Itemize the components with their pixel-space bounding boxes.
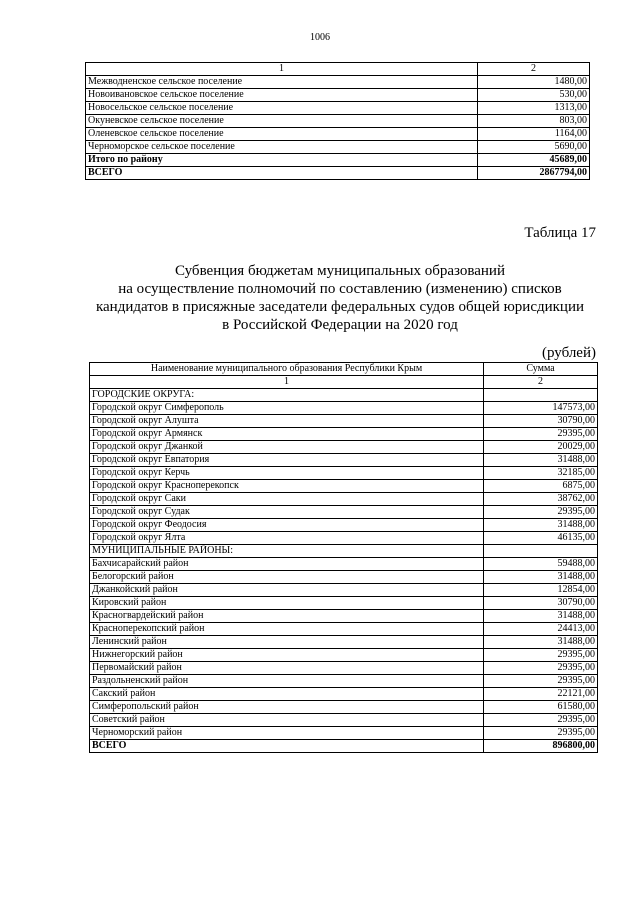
table-row: [90, 454, 598, 467]
title-line-2: на осуществление полномочий по составлению (изменению) списков: [118, 281, 562, 297]
table-row: [90, 545, 598, 558]
row-name-cell: МУНИЦИПАЛЬНЫЕ РАЙОНЫ:: [90, 545, 484, 558]
row-value-cell: 896800,00: [484, 740, 598, 753]
row-value-cell: 29395,00: [484, 714, 598, 727]
continued-table: [85, 62, 590, 180]
title-line-1: Субвенция бюджетам муниципальных образований: [175, 263, 505, 279]
table-row: [90, 688, 598, 701]
row-name-cell: Симферопольский район: [90, 701, 484, 714]
table-row: [90, 480, 598, 493]
table-row: [90, 428, 598, 441]
row-name-cell: Городской округ Армянск: [90, 428, 484, 441]
row-value-cell: 803,00: [478, 115, 590, 128]
row-value-cell: 29395,00: [484, 662, 598, 675]
row-name-cell: Городской округ Симферополь: [90, 402, 484, 415]
table-row: [90, 519, 598, 532]
table-row: [90, 402, 598, 415]
table-row: [86, 89, 590, 102]
row-name-cell: Кировский район: [90, 597, 484, 610]
table-row: [90, 727, 598, 740]
row-value-cell: 29395,00: [484, 727, 598, 740]
row-value-cell: 20029,00: [484, 441, 598, 454]
row-name-cell: Городской округ Красноперекопск: [90, 480, 484, 493]
table-row: [86, 154, 590, 167]
table-row: [90, 662, 598, 675]
table-row: [90, 584, 598, 597]
row-value-cell: 59488,00: [484, 558, 598, 571]
row-name-cell: Белогорский район: [90, 571, 484, 584]
row-value-cell: 22121,00: [484, 688, 598, 701]
row-name-cell: ВСЕГО: [90, 740, 484, 753]
column-number-1: 1: [86, 63, 478, 76]
column-number-2: 2: [484, 376, 598, 389]
row-name-cell: Сакский район: [90, 688, 484, 701]
row-name-cell: Оленевское сельское поселение: [86, 128, 478, 141]
row-value-cell: 38762,00: [484, 493, 598, 506]
row-value-cell: 29395,00: [484, 649, 598, 662]
row-name-cell: Бахчисарайский район: [90, 558, 484, 571]
row-value-cell: 45689,00: [478, 154, 590, 167]
row-value-cell: 5690,00: [478, 141, 590, 154]
table-title: [60, 262, 620, 334]
row-value-cell: [484, 389, 598, 402]
row-value-cell: 30790,00: [484, 597, 598, 610]
row-name-cell: Джанкойский район: [90, 584, 484, 597]
row-name-cell: Городской округ Керчь: [90, 467, 484, 480]
row-name-cell: Новосельское сельское поселение: [86, 102, 478, 115]
table-row: [90, 610, 598, 623]
table-label: Таблица 17: [524, 225, 596, 241]
row-value-cell: 29395,00: [484, 428, 598, 441]
row-value-cell: 31488,00: [484, 519, 598, 532]
table-row: [90, 493, 598, 506]
row-value-cell: 31488,00: [484, 571, 598, 584]
table-row: [90, 675, 598, 688]
table-row: [90, 636, 598, 649]
row-value-cell: [484, 545, 598, 558]
column-number-1: 1: [90, 376, 484, 389]
row-value-cell: 61580,00: [484, 701, 598, 714]
table-row: [86, 102, 590, 115]
table-row: [90, 532, 598, 545]
row-value-cell: 2867794,00: [478, 167, 590, 180]
table-row: [86, 76, 590, 89]
table-row: [90, 389, 598, 402]
row-value-cell: 31488,00: [484, 454, 598, 467]
table-row: [90, 441, 598, 454]
row-name-cell: Городской округ Феодосия: [90, 519, 484, 532]
table-row: [86, 128, 590, 141]
row-value-cell: 30790,00: [484, 415, 598, 428]
column-number-row: [90, 376, 598, 389]
row-value-cell: 29395,00: [484, 506, 598, 519]
row-value-cell: 530,00: [478, 89, 590, 102]
table-row: [90, 714, 598, 727]
row-name-cell: Межводненское сельское поселение: [86, 76, 478, 89]
row-value-cell: 147573,00: [484, 402, 598, 415]
row-name-cell: Окуневское сельское поселение: [86, 115, 478, 128]
row-name-cell: Красноперекопский район: [90, 623, 484, 636]
row-name-cell: Городской округ Саки: [90, 493, 484, 506]
column-header-name: Наименование муниципального образования Республики Крым: [90, 363, 484, 376]
row-name-cell: Городской округ Джанкой: [90, 441, 484, 454]
row-name-cell: Нижнегорский район: [90, 649, 484, 662]
row-name-cell: Красногвардейский район: [90, 610, 484, 623]
column-header-sum: Сумма: [484, 363, 598, 376]
table-row: [90, 740, 598, 753]
table-row: [86, 115, 590, 128]
row-value-cell: 1164,00: [478, 128, 590, 141]
row-name-cell: Новоивановское сельское поселение: [86, 89, 478, 102]
row-value-cell: 46135,00: [484, 532, 598, 545]
title-line-4: в Российской Федерации на 2020 год: [222, 317, 458, 333]
units-label: (рублей): [541, 345, 596, 361]
row-name-cell: Городской округ Алушта: [90, 415, 484, 428]
row-name-cell: Городской округ Ялта: [90, 532, 484, 545]
row-value-cell: 12854,00: [484, 584, 598, 597]
row-value-cell: 29395,00: [484, 675, 598, 688]
page-number: 1006: [310, 32, 330, 43]
row-name-cell: Черноморский район: [90, 727, 484, 740]
row-value-cell: 31488,00: [484, 610, 598, 623]
table-row: [90, 506, 598, 519]
row-name-cell: Ленинский район: [90, 636, 484, 649]
row-name-cell: ГОРОДСКИЕ ОКРУГА:: [90, 389, 484, 402]
row-name-cell: Городской округ Евпатория: [90, 454, 484, 467]
column-header-row: [90, 363, 598, 376]
row-value-cell: 31488,00: [484, 636, 598, 649]
table-row: [90, 597, 598, 610]
row-value-cell: 1480,00: [478, 76, 590, 89]
table-row: [90, 558, 598, 571]
table-row: [90, 701, 598, 714]
row-name-cell: Итого по району: [86, 154, 478, 167]
column-number-2: 2: [478, 63, 590, 76]
table-row: [90, 571, 598, 584]
row-name-cell: Городской округ Судак: [90, 506, 484, 519]
column-number-row: [86, 63, 590, 76]
row-name-cell: Раздольненский район: [90, 675, 484, 688]
row-value-cell: 24413,00: [484, 623, 598, 636]
subvention-table: [89, 362, 598, 753]
row-value-cell: 1313,00: [478, 102, 590, 115]
table-row: [90, 649, 598, 662]
table-row: [90, 623, 598, 636]
row-name-cell: Черноморское сельское поселение: [86, 141, 478, 154]
table-row: [86, 167, 590, 180]
table-row: [90, 415, 598, 428]
table-row: [86, 141, 590, 154]
row-value-cell: 32185,00: [484, 467, 598, 480]
row-value-cell: 6875,00: [484, 480, 598, 493]
table-row: [90, 467, 598, 480]
title-line-3: кандидатов в присяжные заседатели федеральных судов общей юрисдикции: [95, 299, 585, 315]
row-name-cell: Первомайский район: [90, 662, 484, 675]
row-name-cell: ВСЕГО: [86, 167, 478, 180]
row-name-cell: Советский район: [90, 714, 484, 727]
